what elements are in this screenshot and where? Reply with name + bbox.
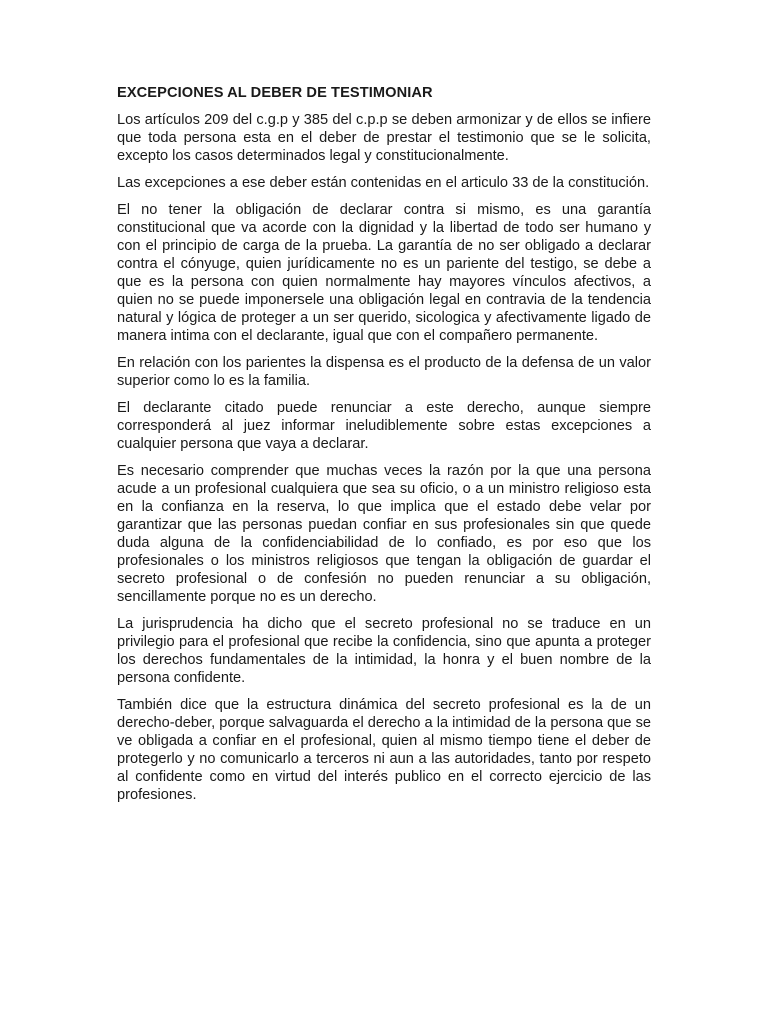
paragraph: En relación con los parientes la dispensa es el producto de la defensa de un valor superior como lo es la familia. [117, 355, 651, 389]
paragraph: La jurisprudencia ha dicho que el secreto profesional no se traduce en un privilegio para el profesional que recibe la confidencia, sino que apunta a proteger los derechos fundamentales de la intimidad, la honra y el buen nombre de la persona confidente. [117, 616, 651, 686]
paragraph: Las excepciones a ese deber están contenidas en el articulo 33 de la constitución. [117, 175, 650, 191]
document-title: EXCEPCIONES AL DEBER DE TESTIMONIAR [117, 85, 433, 101]
paragraph: Es necesario comprender que muchas veces la razón por la que una persona acude a un profesional cualquiera que sea su oficio, o a un ministro religioso esta en la confianza en la reserva, lo que implica que el estado debe velar por garantizar que las personas puedan confiar en sus profesionales sin que quede duda alguna de la confidenciabilidad de lo confiado, es por eso que los profesionales o los ministros religiosos que tengan la obligación de guardar el secreto profesional o de confesión no pueden renunciar a su obligación, sencillamente porque no es un derecho. [117, 463, 651, 605]
paragraph: El declarante citado puede renunciar a este derecho, aunque siempre corresponderá al juez informar ineludiblemente sobre estas excepciones a cualquier persona que vaya a declarar. [117, 400, 651, 452]
paragraph: Los artículos 209 del c.g.p y 385 del c.p.p se deben armonizar y de ellos se infiere que toda persona esta en el deber de prestar el testimonio que se le solicita, excepto los casos determinados legal y constitucionalmente. [117, 112, 651, 164]
paragraph: También dice que la estructura dinámica del secreto profesional es la de un derecho-deber, porque salvaguarda el derecho a la intimidad de la persona que se ve obligada a confiar en el profesional, quien al mismo tiempo tiene el deber de protegerlo y no comunicarlo a terceros ni aun a las autoridades, tanto por respeto al confidente como en virtud del interés publico en el correcto ejercicio de las profesiones. [117, 697, 651, 803]
document-body [117, 84, 651, 813]
paragraph: El no tener la obligación de declarar contra si mismo, es una garantía constitucional que va acorde con la dignidad y la libertad de todo ser humano y con el principio de carga de la prueba. La garantía de no ser obligado a declarar contra el cónyuge, quien jurídicamente no es un pariente del testigo, se debe a que es la persona con quien normalmente hay mayores vínculos afectivos, a quien no se puede imponersele una obligación legal en contravia de la tendencia natural y lógica de proteger a un ser querido, sicologica y afectivamente ligado de manera intima con el declarante, igual que con el compañero permanente. [117, 202, 651, 344]
